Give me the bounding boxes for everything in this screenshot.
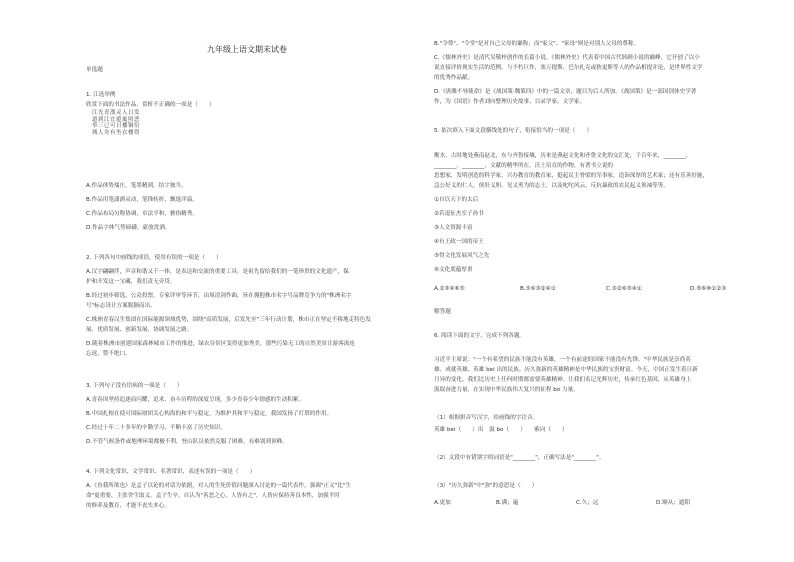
q5-passage-line1: 衡水，古时地处燕南赵北，东与齐鲁接壤，历来是燕赵文化和齐鲁文化的交汇处，千百年来，________， — [434, 153, 692, 159]
q5-item: ②若退征杰室子孙书 — [434, 211, 484, 217]
calligraphy-column: 灵遊日坐 — [116, 110, 122, 136]
q6-sub3: （3）"历久弥新"中"弥"的意思是（ ） — [434, 483, 538, 489]
q2-option-c-line2: 展、优质发展、创新发展、协调发展之路。 — [86, 327, 193, 333]
q1-option-c: C.作品布局匀称协调，章法平和，雅俗精秀。 — [86, 211, 198, 217]
q5-passage-line2: ________。________，文献的精华所在，沃土培育的作物，有著书立说的 — [434, 163, 614, 169]
q5-item: ③人文资源丰富 — [434, 225, 473, 231]
q3-option-a: A.青春因坚持追逐而闪耀，追求、奋斗历程的深度呈现，多少青春少年情感的生动积累。 — [86, 397, 305, 403]
q6-passage-line3: 月异的变化，我们比历史上任何时期都需要英雄精神。让我们名记光辉历史，传承红色基因，从英雄身上 — [434, 377, 692, 383]
q5-choices — [434, 286, 772, 296]
page-title: 九年级上语文期末试卷 — [207, 45, 287, 54]
q1-option-a: A.作品体势端庄，笔墨精到，结字独当。 — [86, 183, 187, 189]
q4-stem: 4. 下列文化常识、文学常识、名著常识，表述有误的一项是（ ） — [86, 469, 256, 475]
q5-passage-line4: 急公好义的仁人，侠肝义胆、见义勇为的志士，以及叱咤风云、反抗暴政的农民起义领袖等等。 — [434, 183, 669, 189]
q6-sub1: （1）根据拼音写汉字，给画线的字注音。 — [434, 415, 539, 421]
q6-sub1-line: 英雄 bei（ ）出 汲 bo（ ） 萦向（ ） — [434, 427, 568, 433]
q1-number: 1. 江选举例 — [86, 92, 116, 98]
q4-option-d-line1: D.《唐雎不辱使命》是《战国策·魏策四》中的一篇文章，题目为后人所加。《战国策》是一部国别体史学著 — [434, 89, 697, 95]
q6-sub2: （2）文段中有错别字的词语是"________"，正确写法是"________"。 — [434, 455, 605, 461]
q6-choices — [434, 498, 772, 508]
q5-choice-c: C.③②⑥⑤④① — [606, 286, 642, 292]
q6-passage-line1: 习近平主席说："一个有希望的民族不能没有英雄，一个有前途的国家不能没有先锋。"中华民族是崇尚英 — [434, 357, 691, 363]
q5-choice-a: A.②③④⑥⑤ — [434, 286, 465, 292]
q4-option-b: B."令尊"、"令堂"是对自己父母的谦称；而"家父"、"家母"则是对别人父母的尊称。 — [434, 41, 640, 47]
q3-option-d: D.不管气候条件或地理环境都极不利，登山队员依然克服了困难，有难别到顶峰。 — [86, 439, 288, 445]
q4-option-c-line3: 的优秀作品献。 — [434, 75, 474, 81]
q1-stem: 欣赏下面的书法作品，赏析不正确的一项是（ ） — [86, 102, 215, 108]
q3-option-b: B.中国扎根在使可国际财团关心构海的和平与稳定，为维护其和平与稳定，我国发扬了灯塔的作用。 — [86, 411, 333, 417]
q5-choice-b: B.⑤⑥③②④① — [520, 286, 556, 292]
q5-item: ⑥文化底蕴厚重 — [434, 267, 473, 273]
calligraphy-column: 光到三人 — [98, 110, 104, 136]
calligraphy-column: 日照铜楼 — [128, 110, 134, 136]
q3-stem: 3. 下列句子没有语病的一项是（ ） — [86, 383, 183, 389]
section-heading: 解答题 — [434, 309, 451, 315]
calligraphy-image — [92, 110, 140, 172]
right-column — [434, 0, 772, 562]
q4-option-a-line1: A.《鱼我所欲也》是孟子以论的对话为依据，对人的生死价值问题深入讨论的一篇代表作，强调"正义"比"生 — [86, 483, 351, 489]
q6-choice-b: B.满；遍 — [496, 500, 519, 506]
calligraphy-column: 江道举域 — [92, 110, 98, 136]
q3-option-c: C.经过十年二十多年的辛勤学习，不断丰富了历史知识。 — [86, 425, 226, 431]
calligraphy-column: 发恶衍得 — [134, 110, 140, 136]
section-heading: 单选题 — [86, 67, 103, 73]
q2-option-c-line1: C.株洲青春汉生集团在国际能源领域优势，围绕"高质发展，后发先至"三年行动计划，株市正在坚定不移地走特色发 — [86, 317, 371, 323]
q5-item: ⑤得文化发展风气之先 — [434, 253, 490, 259]
q2-option-d-line2: 忘返，赞不绝口。 — [86, 351, 131, 357]
q5-stem: 5. 依次填入下面文段横线处的句子，衔接恰当的一项是（ ） — [434, 128, 593, 134]
q5-item: ④有王政一国的帝王 — [434, 239, 484, 245]
q1-option-d: D.作品字体气势磅礴，豪放洗洒。 — [86, 225, 171, 231]
calligraphy-column: 青江已舟 — [104, 110, 110, 136]
q5-passage-line3: 思想家，发明创造的科学家，兴办教育的教育家，挺起民主脊梁的军事家，造诣深厚的艺术家；还有乐善好施， — [434, 173, 709, 179]
calligraphy-column: 漢宜可有 — [110, 110, 116, 136]
q6-choice-d: D.顺从；遮阳 — [656, 500, 691, 506]
left-column — [86, 0, 408, 562]
q5-item: ①自以天下的太后 — [434, 197, 479, 203]
q2-option-a-line2: 护和开发这一宝藏，我们责无旁贷。 — [86, 279, 176, 285]
q6-passage-line4: 汲取奋进力量，在实现中华民族伟大复兴的征程 bo 力量。 — [434, 387, 579, 393]
q4-option-a-line2: 命"更重要，主张舍生取义。孟子生卒，自认为"善恶之心，人皆有之"，人皆应保持善良本性，加强平时 — [86, 493, 340, 499]
q5-choice-d: D.⑤⑥⑧①②③ — [690, 286, 727, 292]
q2-option-a-line1: A.汉字翩翩伴，声音和谐又千一体，是表达和交流的重要工具，是祖先留给我们的一笔珍贵的文化遗产，保 — [86, 269, 349, 275]
q6-choice-a: A.更加 — [434, 500, 451, 506]
q1-option-b: B.作品用笔潇洒灵动，笔锋转折，飘逸洋溢。 — [86, 197, 198, 203]
q2-option-b-line2: 号"标志设计方案脱颖而出。 — [86, 303, 156, 309]
q4-option-a-line3: 的修养及教育，才能不丧失本心。 — [86, 503, 170, 509]
q4-option-c-line2: 说直接评价现实生活的范例。与不朽巨作，塞万提斯、巴尔扎克或狄更斯等人的作品相提并论，是世界性文学 — [434, 65, 703, 71]
q6-number: 6. 阅读下面的文字，完成下列各题。 — [434, 333, 526, 339]
q4-option-d-line2: 作，为《国语》作者刘向整理历史故事、目录学家、文学家。 — [434, 99, 586, 105]
calligraphy-column: 人寓播衣 — [122, 110, 128, 136]
q6-passage-line2: 雄、成就英雄、英雄 bei 出的民族。历久弥新的英雄精神是中华民族的宝贵财富。今天，中国正发生着日新 — [434, 367, 698, 373]
q4-option-c-line1: C.《儒林外史》是清代吴敬梓创作的长篇小说，《儒林外史》代表着中国古代讽刺小说的巅峰，它开创了以小 — [434, 55, 700, 61]
q2-stem: 2. 下列各句中画线的成语，使用有误的一项是（ ） — [86, 255, 222, 261]
q2-option-b-line1: B.经过初步筛选，公众投票，专家评审等环节，由周清剑作曲，旨在拥抱株市名字号品牌竞争力的"株洲名字 — [86, 293, 352, 299]
q2-option-d-line1: D.随着株洲市创建国家森林城市工作的推进，绿农谷景区变得更加秀美，那些污染无工的自然美景让游客流连 — [86, 341, 355, 347]
q6-choice-c: C.久；远 — [576, 500, 599, 506]
